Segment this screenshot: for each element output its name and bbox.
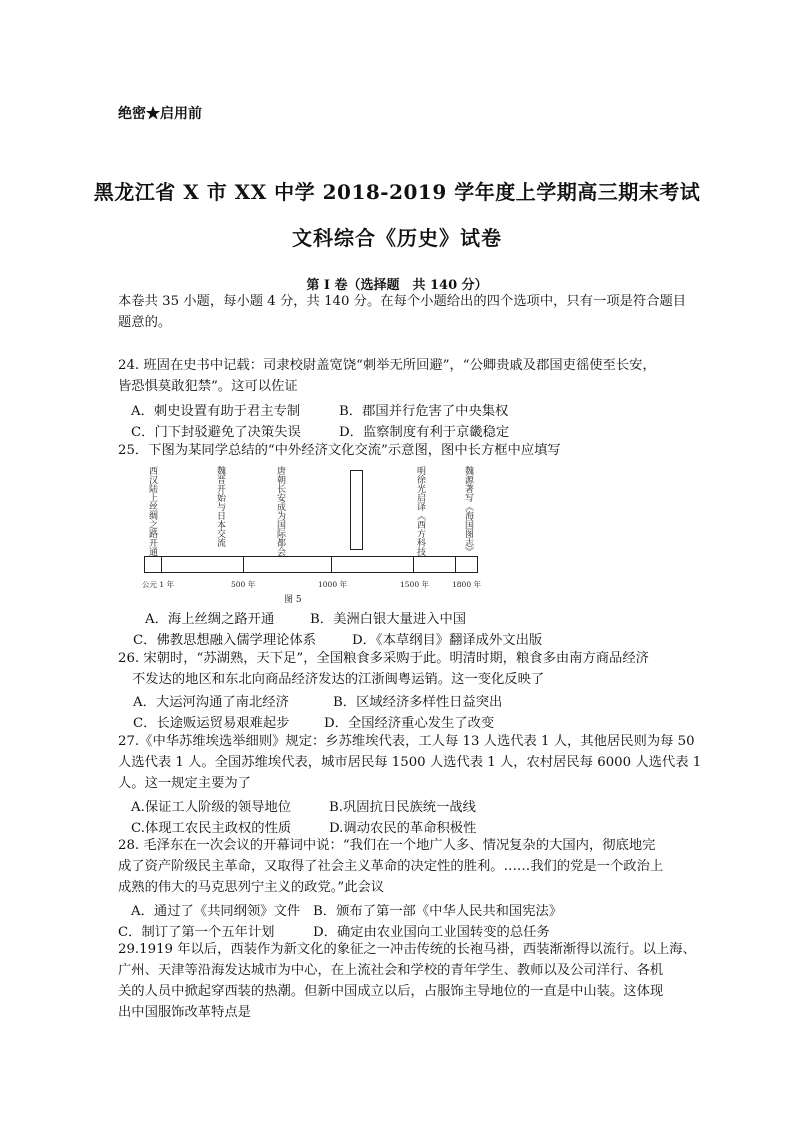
exam-title: 黑龙江省 X 市 XX 中学 2018-2019 学年度上学期高三期末考试 bbox=[93, 180, 701, 204]
timeline-tick-4: 1500 年 bbox=[400, 580, 429, 589]
q27-option-a: A.保证工人阶级的领导地位 bbox=[131, 800, 292, 815]
section-intro-line2: 题意的。 bbox=[118, 315, 172, 330]
q27-option-d: D.调动农民的革命积极性 bbox=[329, 821, 477, 836]
timeline-bar bbox=[144, 556, 478, 573]
q26-stem-line2: 不发达的地区和东北向商品经济发达的江浙闽粤运销。这一变化反映了 bbox=[132, 672, 545, 687]
q26-stem-line1: 26. 宋朝时，“苏湖熟，天下足”，全国粮食多采购于此。明清时期，粮食多由南方商品经济 bbox=[118, 651, 649, 666]
q27-option-c: C.体现工农民主政权的性质 bbox=[131, 821, 292, 836]
timeline-figure bbox=[142, 466, 482, 606]
q29-stem-line3: 关的人员中掀起穿西装的热潮。但新中国成立以后，占服饰主导地位的一直是中山装。这体现 bbox=[118, 984, 664, 999]
timeline-tick-5: 1800 年 bbox=[452, 580, 481, 589]
q28-option-a: A．通过了《共同纲领》文件 bbox=[131, 904, 301, 919]
secret-label: 绝密★启用前 bbox=[118, 106, 202, 122]
section-heading: 第 I 卷（选择题 共 140 分） bbox=[306, 278, 488, 293]
q28-option-d: D．确定由农业国向工业国转变的总任务 bbox=[313, 925, 550, 940]
exam-subtitle: 文科综合《历史》试卷 bbox=[292, 226, 502, 250]
q28-option-c: C．制订了第一个五年计划 bbox=[118, 925, 275, 940]
q27-stem-line1: 27.《中华苏维埃选举细则》规定：乡苏维埃代表，工人每 13 人选代表 1 人，其他居民则为每 50 bbox=[118, 734, 695, 749]
q27-stem-line2: 人选代表 1 人。全国苏维埃代表，城市居民每 1500 人选代表 1 人，农村居民每 6000 人选代表 1 bbox=[118, 755, 702, 770]
timeline-label-2: 魏晋开始与日本交流 bbox=[215, 466, 225, 547]
q28-stem-line3: 成熟的伟大的马克思列宁主义的政党。”此会议 bbox=[118, 880, 385, 895]
q25-option-b: B．美洲白银大量进入中国 bbox=[310, 612, 467, 627]
q25-stem: 25．下图为某同学总结的“中外经济文化交流”示意图，图中长方框中应填写 bbox=[118, 443, 561, 458]
q26-option-c: C．长途贩运贸易艰难起步 bbox=[133, 716, 290, 731]
q27-option-b: B.巩固抗日民族统一战线 bbox=[329, 800, 476, 815]
q25-option-c: C．佛教思想融入儒学理论体系 bbox=[133, 633, 317, 648]
figure-caption: 图 5 bbox=[284, 595, 302, 605]
q24-option-c: C．门下封驳避免了决策失误 bbox=[131, 425, 301, 440]
q29-stem-line2: 广州、天津等沿海发达城市为中心，在上流社会和学校的青年学生、教师以及公司洋行、各机 bbox=[118, 963, 664, 978]
q25-option-d: D．《本草纲目》翻译成外文出版 bbox=[352, 633, 543, 648]
q28-stem-line1: 28. 毛泽东在一次会议的开幕词中说：“我们在一个地广人多、情况复杂的大国内，彻底地完 bbox=[118, 838, 656, 853]
timeline-label-4: 明徐光启译《西方科技 bbox=[415, 466, 425, 556]
q24-stem-line2: 皆恐惧莫敢犯禁”。这可以佐证 bbox=[118, 379, 298, 394]
q24-option-b: B．郡国并行危害了中央集权 bbox=[339, 404, 509, 419]
q24-option-d: D．监察制度有利于京畿稳定 bbox=[339, 425, 510, 440]
q28-stem-line2: 成了资产阶级民主革命，又取得了社会主义革命的决定性的胜利。……我们的党是一个政治上 bbox=[118, 859, 664, 874]
q26-option-d: D．全国经济重心发生了改变 bbox=[324, 716, 495, 731]
q29-stem-line1: 29.1919 年以后，西装作为新文化的象征之一冲击传统的长袍马褂，西装渐渐得以流行。以上海、 bbox=[118, 942, 696, 957]
q29-stem-line4: 出中国服饰改革特点是 bbox=[118, 1005, 251, 1020]
timeline-label-5: 魏源著写《海国图志》 bbox=[463, 466, 473, 556]
timeline-tick-3: 1000 年 bbox=[318, 580, 347, 589]
timeline-tick-2: 500 年 bbox=[231, 580, 256, 589]
q27-stem-line3: 人。这一规定主要为了 bbox=[118, 776, 251, 791]
timeline-label-1: 西汉陆上丝绸之路开通 bbox=[147, 466, 157, 556]
q26-option-a: A．大运河沟通了南北经济 bbox=[133, 695, 289, 710]
section-intro-line1: 本卷共 35 小题，每小题 4 分，共 140 分。在每个小题给出的四个选项中，只有一项是符合题目 bbox=[118, 294, 687, 309]
timeline-label-3: 唐朝长安成为国际都会 bbox=[275, 466, 285, 556]
q24-option-a: A．刺史设置有助于君主专制 bbox=[131, 404, 301, 419]
q24-stem-line1: 24. 班固在史书中记载：司隶校尉盖宽饶“刺举无所回避”，“公卿贵戚及郡国吏徭使至长安， bbox=[118, 358, 656, 373]
blank-box bbox=[350, 470, 363, 550]
q25-option-a: A．海上丝绸之路开通 bbox=[145, 612, 275, 627]
q26-option-b: B．区域经济多样性日益突出 bbox=[333, 695, 503, 710]
q28-option-b: B．颁布了第一部《中华人民共和国宪法》 bbox=[313, 904, 563, 919]
timeline-tick-1: 公元 1 年 bbox=[142, 580, 175, 589]
